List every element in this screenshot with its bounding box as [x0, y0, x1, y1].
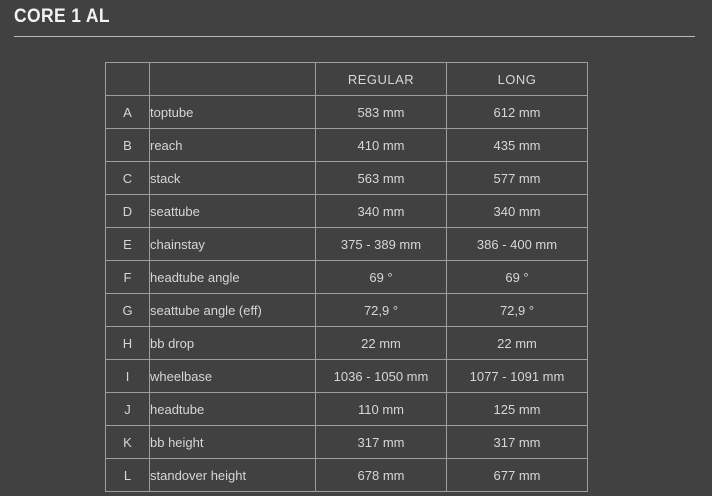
row-label: stack — [150, 162, 316, 195]
row-value-regular: 110 mm — [316, 393, 447, 426]
row-value-long: 435 mm — [447, 129, 588, 162]
table-row — [106, 294, 588, 327]
row-value-regular: 410 mm — [316, 129, 447, 162]
row-value-regular: 563 mm — [316, 162, 447, 195]
row-key: I — [106, 360, 150, 393]
row-key: C — [106, 162, 150, 195]
row-label: standover height — [150, 459, 316, 492]
row-label: headtube — [150, 393, 316, 426]
row-value-regular: 583 mm — [316, 96, 447, 129]
table-row — [106, 459, 588, 492]
table-row — [106, 228, 588, 261]
row-label: seattube — [150, 195, 316, 228]
row-value-long: 69 ° — [447, 261, 588, 294]
table-row — [106, 426, 588, 459]
row-key: J — [106, 393, 150, 426]
row-label: bb drop — [150, 327, 316, 360]
row-label: headtube angle — [150, 261, 316, 294]
row-label: toptube — [150, 96, 316, 129]
table-row — [106, 261, 588, 294]
row-value-long: 125 mm — [447, 393, 588, 426]
row-value-long: 612 mm — [447, 96, 588, 129]
row-key: K — [106, 426, 150, 459]
table-row — [106, 327, 588, 360]
row-key: B — [106, 129, 150, 162]
column-header-measurement — [150, 63, 316, 96]
row-label: bb height — [150, 426, 316, 459]
row-label: chainstay — [150, 228, 316, 261]
row-value-long: 72,9 ° — [447, 294, 588, 327]
geometry-table — [105, 62, 588, 492]
row-value-long: 386 - 400 mm — [447, 228, 588, 261]
row-key: D — [106, 195, 150, 228]
row-label: seattube angle (eff) — [150, 294, 316, 327]
row-value-long: 677 mm — [447, 459, 588, 492]
row-value-regular: 69 ° — [316, 261, 447, 294]
title-divider — [14, 36, 695, 37]
row-label: wheelbase — [150, 360, 316, 393]
table-header-row — [106, 63, 588, 96]
table-row — [106, 96, 588, 129]
page-title: CORE 1 AL — [14, 6, 110, 27]
geometry-table-container — [105, 62, 588, 492]
column-header-regular: REGULAR — [316, 63, 447, 96]
row-value-long: 577 mm — [447, 162, 588, 195]
table-row — [106, 129, 588, 162]
row-key: H — [106, 327, 150, 360]
row-value-regular: 72,9 ° — [316, 294, 447, 327]
row-value-long: 22 mm — [447, 327, 588, 360]
page-header — [0, 0, 712, 42]
row-label: reach — [150, 129, 316, 162]
row-value-long: 317 mm — [447, 426, 588, 459]
row-key: A — [106, 96, 150, 129]
row-value-regular: 22 mm — [316, 327, 447, 360]
row-value-regular: 678 mm — [316, 459, 447, 492]
table-body — [106, 96, 588, 492]
row-key: G — [106, 294, 150, 327]
table-row — [106, 195, 588, 228]
table-row — [106, 162, 588, 195]
table-row — [106, 393, 588, 426]
table-row — [106, 360, 588, 393]
row-key: E — [106, 228, 150, 261]
row-value-long: 1077 - 1091 mm — [447, 360, 588, 393]
table-header — [106, 63, 588, 96]
row-value-regular: 340 mm — [316, 195, 447, 228]
row-value-regular: 317 mm — [316, 426, 447, 459]
column-header-long: LONG — [447, 63, 588, 96]
row-value-regular: 1036 - 1050 mm — [316, 360, 447, 393]
row-key: L — [106, 459, 150, 492]
row-value-regular: 375 - 389 mm — [316, 228, 447, 261]
row-key: F — [106, 261, 150, 294]
row-value-long: 340 mm — [447, 195, 588, 228]
column-header-key — [106, 63, 150, 96]
